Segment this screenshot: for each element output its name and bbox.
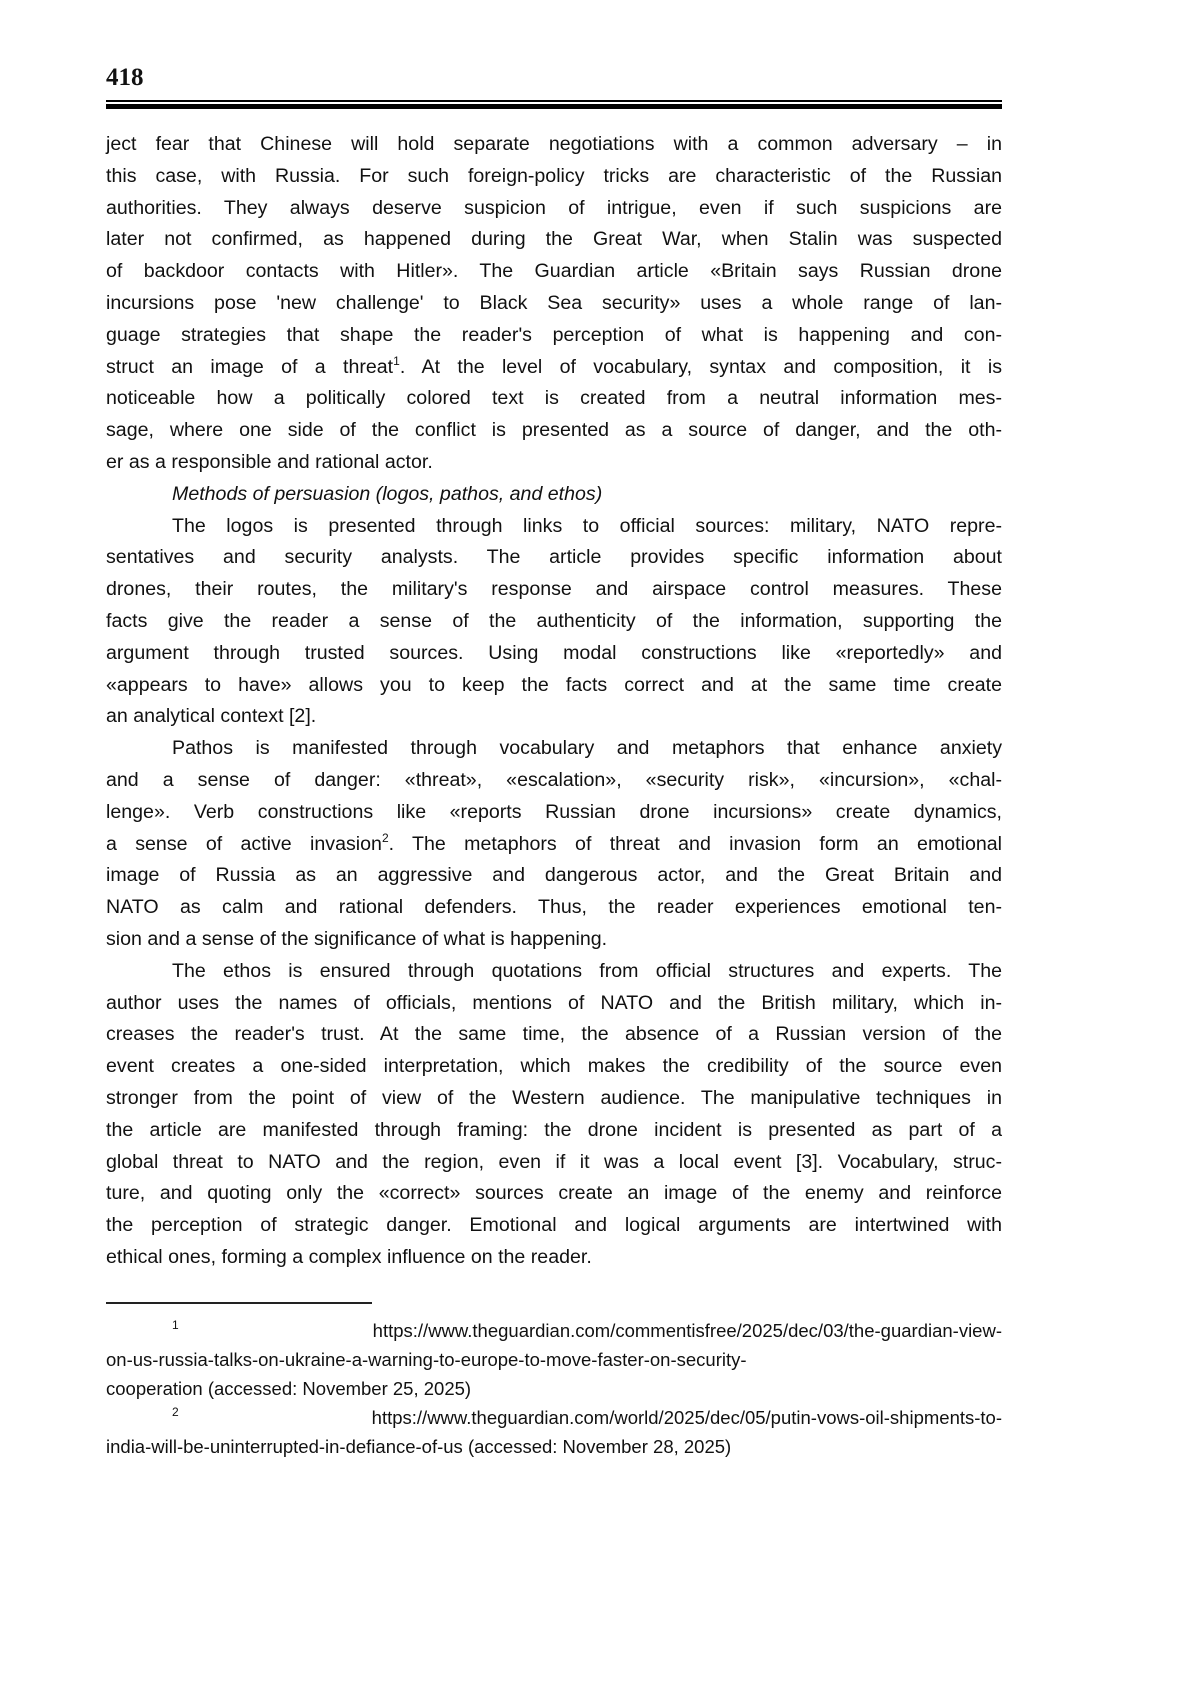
footnote-marker: 1: [172, 1318, 179, 1332]
footnote-reference: 2: [381, 830, 389, 845]
line-text: struct an image of a threat: [106, 355, 394, 378]
footnote-line: [106, 1316, 1002, 1345]
line-text: The ethos is ensured through quotations from official structures and experts. The: [172, 959, 1002, 982]
line-text: https://www.theguardian.com/world/2025/dec/05/putin-vows-oil-shipments-to-: [178, 1407, 1002, 1428]
text-line: [106, 924, 1002, 956]
line-text: . The metaphors of threat and invasion form an emotional: [388, 832, 1003, 855]
text-line: [106, 1147, 1002, 1179]
line-text: sentatives and security analysts. The article provides specific information about: [106, 546, 1002, 569]
line-text: and a sense of danger: «threat», «escalation», «security risk», «incursion», «chal-: [106, 768, 1002, 791]
line-text: lenge». Verb constructions like «reports Russian drone incursions» create dynamics,: [106, 800, 1002, 823]
body-text: [106, 129, 1002, 1274]
text-line: [106, 256, 1002, 288]
footnote-separator: [106, 1302, 372, 1304]
text-line: [106, 1178, 1002, 1210]
line-text: of backdoor contacts with Hitler». The Guardian article «Britain says Russian drone: [106, 260, 1002, 283]
text-line: [106, 224, 1002, 256]
line-text: stronger from the point of view of the Western audience. The manipulative techniques in: [106, 1086, 1002, 1109]
line-text: argument through trusted sources. Using modal constructions like «reportedly» and: [106, 641, 1002, 664]
text-line: [106, 956, 1002, 988]
footnote-reference: 1: [393, 353, 400, 368]
text-line: [106, 574, 1002, 606]
line-text: on-us-russia-talks-on-ukraine-a-warning-to-europe-to-move-faster-on-security-: [106, 1349, 747, 1370]
text-line: [106, 988, 1002, 1020]
line-text: author uses the names of officials, mentions of NATO and the British military, which in-: [106, 991, 1002, 1014]
line-text: Methods of persuasion (logos, pathos, and ethos): [172, 482, 603, 505]
line-text: event creates a one-sided interpretation, which makes the credibility of the source even: [106, 1055, 1002, 1078]
text-line: [106, 797, 1002, 829]
text-line: [106, 415, 1002, 447]
footnote-line: [106, 1345, 1002, 1374]
line-text: incursions pose 'new challenge' to Black Sea security» uses a whole range of lan-: [106, 291, 1002, 314]
line-text: an analytical context [2].: [106, 705, 317, 728]
line-text: the perception of strategic danger. Emotional and logical arguments are intertwined with: [106, 1214, 1002, 1237]
text-line: [106, 1019, 1002, 1051]
footnote-line: [106, 1403, 1002, 1432]
line-text: Pathos is manifested through vocabulary and metaphors that enhance anxiety: [172, 737, 1002, 760]
text-line: [106, 606, 1002, 638]
text-line: [106, 352, 1002, 384]
line-text: ture, and quoting only the «correct» sources create an image of the enemy and reinforce: [106, 1182, 1002, 1205]
text-line: [106, 161, 1002, 193]
line-text: image of Russia as an aggressive and dangerous actor, and the Great Britain and: [106, 864, 1002, 887]
line-text: sion and a sense of the significance of what is happening.: [106, 927, 608, 950]
line-text: drones, their routes, the military's response and airspace control measures. These: [106, 578, 1002, 601]
line-text: ject fear that Chinese will hold separate negotiations with a common adversary – in: [106, 133, 1002, 155]
text-line: [106, 447, 1002, 479]
line-text: cooperation (accessed: November 25, 2025): [106, 1378, 472, 1399]
text-line: [106, 829, 1002, 861]
line-text: india-will-be-uninterrupted-in-defiance-of-us (accessed: November 28, 2025): [106, 1436, 732, 1457]
text-line: [106, 860, 1002, 892]
text-line: [106, 1051, 1002, 1083]
text-line: [106, 542, 1002, 574]
line-text: later not confirmed, as happened during the Great War, when Stalin was suspected: [106, 228, 1002, 251]
line-text: facts give the reader a sense of the authenticity of the information, supporting the: [106, 609, 1002, 632]
line-text: guage strategies that shape the reader's perception of what is happening and con-: [106, 323, 1002, 346]
text-line: [106, 670, 1002, 702]
line-text: sage, where one side of the conflict is presented as a source of danger, and the oth-: [106, 419, 1002, 442]
text-line: [106, 320, 1002, 352]
text-line: [106, 479, 1002, 511]
footnote-line: [106, 1374, 1002, 1403]
text-line: [106, 1242, 1002, 1274]
text-line: [106, 288, 1002, 320]
line-text: authorities. They always deserve suspicion of intrigue, even if such suspicions are: [106, 196, 1002, 219]
footnote-marker: 2: [172, 1405, 179, 1419]
line-text: NATO as calm and rational defenders. Thus, the reader experiences emotional ten-: [106, 896, 1002, 919]
line-text: noticeable how a politically colored text is created from a neutral information mes-: [106, 387, 1002, 410]
line-text: creases the reader's trust. At the same time, the absence of a Russian version of the: [106, 1023, 1002, 1046]
line-text: ethical ones, forming a complex influence on the reader.: [106, 1245, 592, 1268]
line-text: The logos is presented through links to official sources: military, NATO repre-: [172, 514, 1002, 537]
line-text: global threat to NATO and the region, even if it was a local event [3]. Vocabulary, struc-: [106, 1150, 1002, 1173]
text-line: [106, 733, 1002, 765]
header-rule-thin: [106, 100, 1002, 102]
footnotes: [106, 1316, 1002, 1461]
text-line: [106, 383, 1002, 415]
line-text: er as a responsible and rational actor.: [106, 450, 433, 473]
line-text: . At the level of vocabulary, syntax and composition, it is: [399, 355, 1002, 378]
line-text: the article are manifested through framing: the drone incident is presented as part of a: [106, 1118, 1002, 1141]
line-text: https://www.theguardian.com/commentisfree/2025/dec/03/the-guardian-view-: [178, 1320, 1002, 1341]
text-line: [106, 129, 1002, 161]
line-text: a sense of active invasion: [106, 832, 382, 855]
text-line: [106, 892, 1002, 924]
text-line: [106, 193, 1002, 225]
text-line: [106, 1210, 1002, 1242]
text-line: [106, 765, 1002, 797]
text-line: [106, 638, 1002, 670]
text-line: [106, 511, 1002, 543]
text-line: [106, 1083, 1002, 1115]
line-text: «appears to have» allows you to keep the facts correct and at the same time create: [106, 673, 1002, 696]
page-number: 418: [106, 64, 144, 91]
header-rule-thick: [106, 104, 1002, 109]
footnote-line: [106, 1432, 1002, 1461]
line-text: this case, with Russia. For such foreign-policy tricks are characteristic of the Russian: [106, 164, 1002, 187]
text-line: [106, 1115, 1002, 1147]
text-line: [106, 701, 1002, 733]
